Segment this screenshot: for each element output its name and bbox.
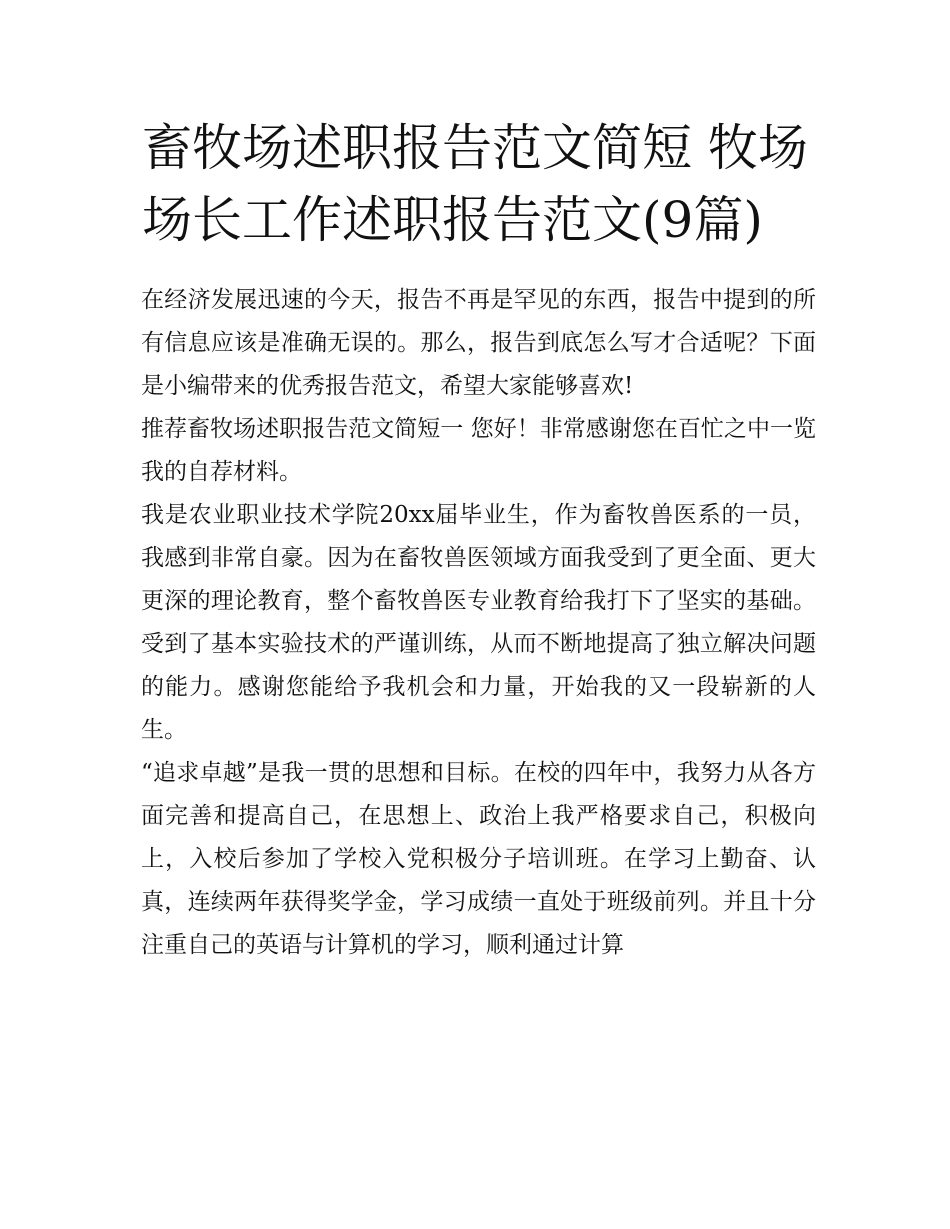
paragraph-intro: 在经济发展迅速的今天，报告不再是罕见的东西，报告中提到的所有信息应该是准确无误的。那么，报告到底怎么写才合适呢？下面是小编带来的优秀报告范文，希望大家能够喜欢! xyxy=(141,287,816,399)
document-body xyxy=(141,279,816,967)
paragraph-self-introduction: 我是农业职业技术学院20xx届毕业生，作为畜牧兽医系的一员，我感到非常自豪。因为在畜牧兽医领域方面我受到了更全面、更大更深的理论教育，整个畜牧兽医专业教育给我打下了坚实的基础。受到了基本实验技术的严谨训练，从而不断地提高了独立解决问题的能力。感谢您能给予我机会和力量，开始我的又一段崭新的人生。 xyxy=(141,502,816,743)
paragraph-pursuit-excellence: “追求卓越”是我一贯的思想和目标。在校的四年中，我努力从各方面完善和提高自己，在思想上、政治上我严格要求自己，积极向上，入校后参加了学校入党积极分子培训班。在学习上勤奋、认真，连续两年获得奖学金，学习成绩一直处于班级前列。并且十分注重自己的英语与计算机的学习，顺利通过计算 xyxy=(141,760,816,958)
document-title: 畜牧场述职报告范文简短 牧场场长工作述职报告范文(9篇) xyxy=(142,119,808,249)
paragraph-recommendation: 推荐畜牧场述职报告范文简短一 您好！非常感谢您在百忙之中一览我的自荐材料。 xyxy=(141,416,816,485)
